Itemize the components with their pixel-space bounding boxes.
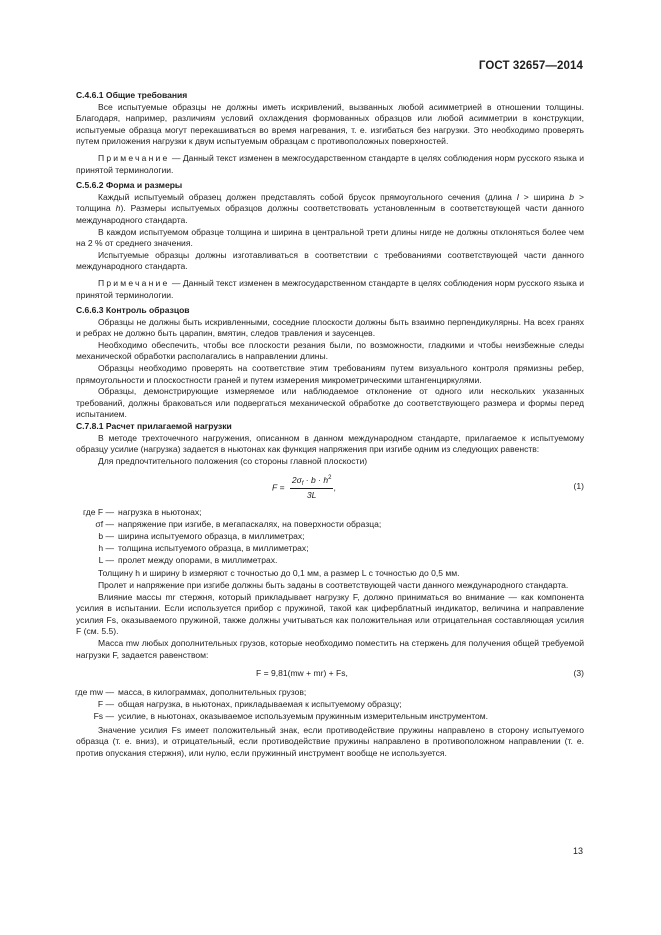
- note: [76, 278, 584, 301]
- definition-item: h — толщина испытуемого образца, в миллиметрах;: [98, 542, 309, 553]
- formula-3: [76, 665, 584, 683]
- standard-number: ГОСТ 32657—2014: [478, 60, 583, 72]
- paragraph: Образцы необходимо проверять на соответствие этим требованиям путем визуального контроля прямизны ребер, прямоугольности и плоскостности граней и путем измерения микрометрическими штангенциркулями.: [76, 363, 584, 385]
- section-heading: С.5.6.2 Форма и размеры: [76, 180, 183, 191]
- formula-expression: F = $\frac{2\sigma_f \cdot b \cdot h^2}{3L}$ ,: [272, 475, 336, 500]
- formula-expression: F = 9,81(mw + mr) + Fs,: [256, 668, 348, 679]
- paragraph: Испытуемые образцы должны изготавливаться в соответствии с требованиями соответствующей части данного международного стандарта.: [76, 249, 584, 272]
- section-heading: С.7.8.1 Расчет прилагаемой нагрузки: [76, 421, 232, 432]
- definition-item: b — ширина испытуемого образца, в миллиметрах;: [98, 531, 305, 541]
- note-text: — Данный текст изменен в межгосударственном стандарте в целях соблюдения норм русского языка и принятой терминологии.: [76, 152, 584, 175]
- paragraph: Для предпочтительного положения (со стороны главной плоскости): [98, 455, 368, 466]
- section-heading: С.6.6.3 Контроль образцов: [76, 305, 190, 316]
- definition-item: F — общая нагрузка, в ньютонах, прикладываемая к испытуемому образцу;: [97, 698, 402, 709]
- definitions-list: [48, 687, 584, 722]
- paragraph: Толщину h и ширину b измеряют с точностью до 0,1 мм, а размер L с точностью до 0,5 мм.: [98, 568, 460, 579]
- section-heading: С.4.6.1 Общие требования: [76, 90, 188, 100]
- paragraph: В каждом испытуемом образце толщина и ширина в центральной трети длины нигде не должны отклоняться более чем на 2 % от среднего значения.: [76, 226, 584, 249]
- note-label: Примечание: [98, 277, 170, 288]
- formula-number: (1): [573, 481, 584, 492]
- definition-item: σf — напряжение при изгибе, в мегапаскалях, на поверхности образца;: [95, 519, 382, 530]
- paragraph: Все испытуемые образцы не должны иметь искривлений, вызванных любой асимметрией в отношении толщины. Благодаря, например, различиям условий охлаждения формованных образцов или любой асимметрии в конструкции, испытуемые образца могут перекашиваться во время нагревания, т. е. изгибаться без нагрузки. Это необходимо проверять путем приложения нагрузки к двум испытуемым образцам с противоположных поверхностей.: [76, 101, 584, 147]
- formula-number: (3): [573, 668, 584, 679]
- paragraph: В методе трехточечного нагружения, описанном в данном международном стандарте, прилагаемое к испытуемому образцу усилие (нагрузка) задается в ньютонах как функция напряжения при изгибе одним из следующих равенств:: [76, 432, 584, 455]
- document-body: [76, 90, 584, 759]
- paragraph: Пролет и напряжение при изгибе должны быть заданы в соответствующей части данного международного стандарта.: [98, 579, 569, 590]
- note-label: Примечание: [98, 152, 170, 163]
- page-number: 13: [572, 846, 583, 856]
- definition-item: Fs — усилие, в ньютонах, оказываемое используемым пружинным измерительным инструментом.: [93, 710, 489, 721]
- paragraph: Образцы, демонстрирующие измеряемое или наблюдаемое отклонение от одного или нескольких указанных требований, должны браковаться или подвергаться механической обработке до соответствующего размера и формы перед испытанием.: [76, 386, 584, 420]
- definitions-list: [48, 507, 584, 566]
- formula-1: [76, 473, 584, 503]
- paragraph: Образцы не должны быть искривленными, соседние плоскости должны быть взаимно перпендикулярны. На всех гранях и ребрах не должно быть царапин, вмятин, следов травления и заусенцев.: [76, 316, 584, 339]
- note-text: — Данный текст изменен в межгосударственном стандарте в целях соблюдения норм русского языка и принятой терминологии.: [76, 277, 584, 300]
- paragraph: Необходимо обеспечить, чтобы все плоскости резания были, по возможности, гладкими и чтобы неизбежные следы механической обработки располагались в направлении длины.: [76, 339, 584, 362]
- paragraph: Каждый испытуемый образец должен представлять собой брусок прямоугольного сечения (длина l > ширина b > толщина h). Размеры испытуемых образцов должны соответствовать установленным в соответствующей части данного международного стандарта.: [76, 191, 585, 225]
- paragraph: Значение усилия Fs имеет положительный знак, если противодействие пружины направлено в сторону испытуемого образца (т. е. вниз), и отрицательный, если противодействие пружины направлено в противоположном направлении (т. е. против опускания стержня), или нулю, если пружинный инструмент вообще не используется.: [76, 724, 584, 758]
- paragraph: Влияние массы mr стержня, который прикладывает нагрузку F, должно приниматься во внимание — как компонента усилия в испытании. Если используется прибор с пружиной, такой как циферблатный индикатор, величина и направление усилия Fs, оказываемого пружиной, также должны учитываться как положительная или отрицательная составляющая усилия F (см. 5.5).: [76, 591, 584, 637]
- definition-item: где mw — масса, в килограммах, дополнительных грузов;: [74, 687, 307, 698]
- note: [76, 153, 584, 176]
- paragraph: Масса mw любых дополнительных грузов, которые необходимо поместить на стержень для получения общей требуемой нагрузки F, задается равенством:: [76, 637, 584, 660]
- definition-item: где F — нагрузка в ньютонах;: [83, 507, 202, 518]
- definition-item: L — пролет между опорами, в миллиметрах.: [98, 554, 278, 565]
